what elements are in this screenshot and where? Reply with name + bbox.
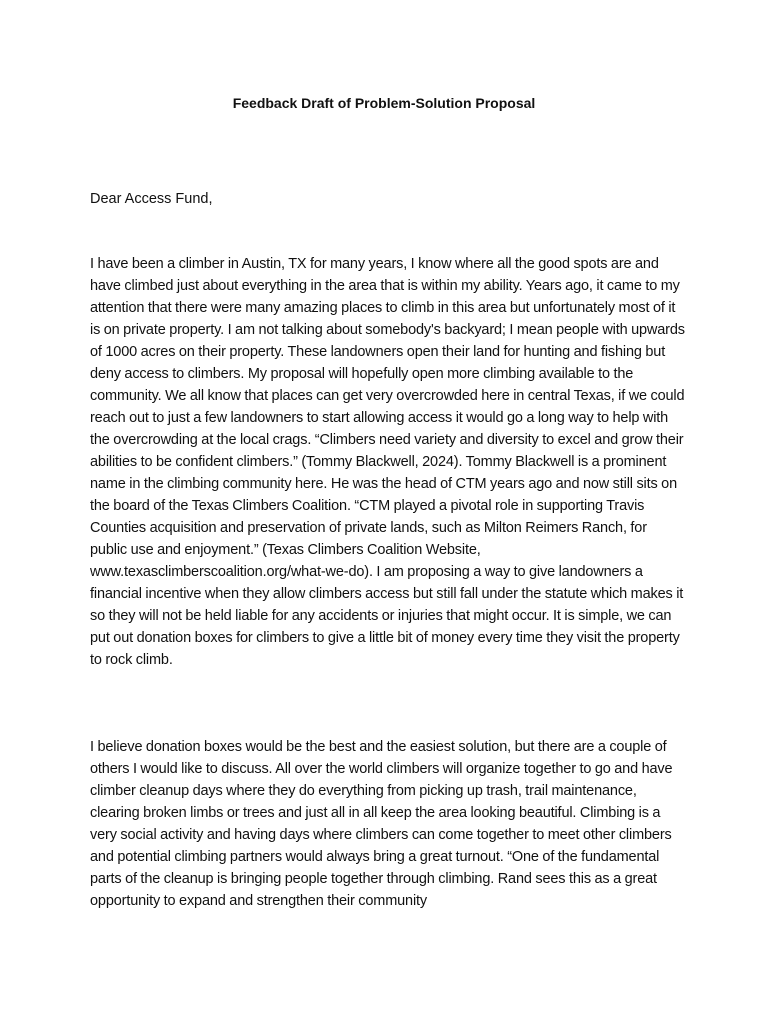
body-paragraph-1: I have been a climber in Austin, TX for many years, I know where all the good spots are and have climbed just about everything in the area that is within my ability. Years ago, it came to my attention that there were many amazing places to climb in this area but unfortunately most of it is on private property. I am not talking about somebody's backyard; I mean people with upwards of 1000 acres on their property. These landowners open their land for hunting and fishing but deny access to climbers. My proposal will hopefully open more climbing available to the community. We all know that places can get very overcrowded here in central Texas, if we could reach out to just a few landowners to start allowing access it would go a long way to help with the overcrowding at the local crags. “Climbers need variety and diversity to excel and grow their abilities to be confident climbers.” (Tommy Blackwell, 2024). Tommy Blackwell is a prominent name in the climbing community here. He was the head of CTM years ago and now still sits on the board of the Texas Climbers Coalition. “CTM played a pivotal role in supporting Travis Counties acquisition and preservation of private lands, such as Milton Reimers Ranch, for public use and enjoyment.” (Texas Climbers Coalition Website, www.texasclimberscoalition.org/what-we-do). I am proposing a way to give landowners a financial incentive when they allow climbers access but still fall under the statute which makes it so they will not be held liable for any accidents or injuries that might occur. It is simple, we can put out donation boxes for climbers to give a little bit of money every time they visit the property to rock climb. (90, 256, 685, 668)
document-title: Feedback Draft of Problem-Solution Proposal (232, 95, 536, 111)
salutation: Dear Access Fund, (90, 191, 213, 207)
body-paragraph-2: I believe donation boxes would be the best and the easiest solution, but there are a couple of others I would like to discuss. All over the world climbers will organize together to go and have climber cleanup days where they do everything from picking up trash, trail maintenance, clearing broken limbs or trees and just all in all keep the area looking beautiful. Climbing is a very social activity and having days where climbers can come together to meet other climbers and potential climbing partners would always bring a great turnout. “One of the fundamental parts of the cleanup is bringing people together through climbing. Rand sees this as a great opportunity to expand and strengthen their community (90, 739, 673, 909)
